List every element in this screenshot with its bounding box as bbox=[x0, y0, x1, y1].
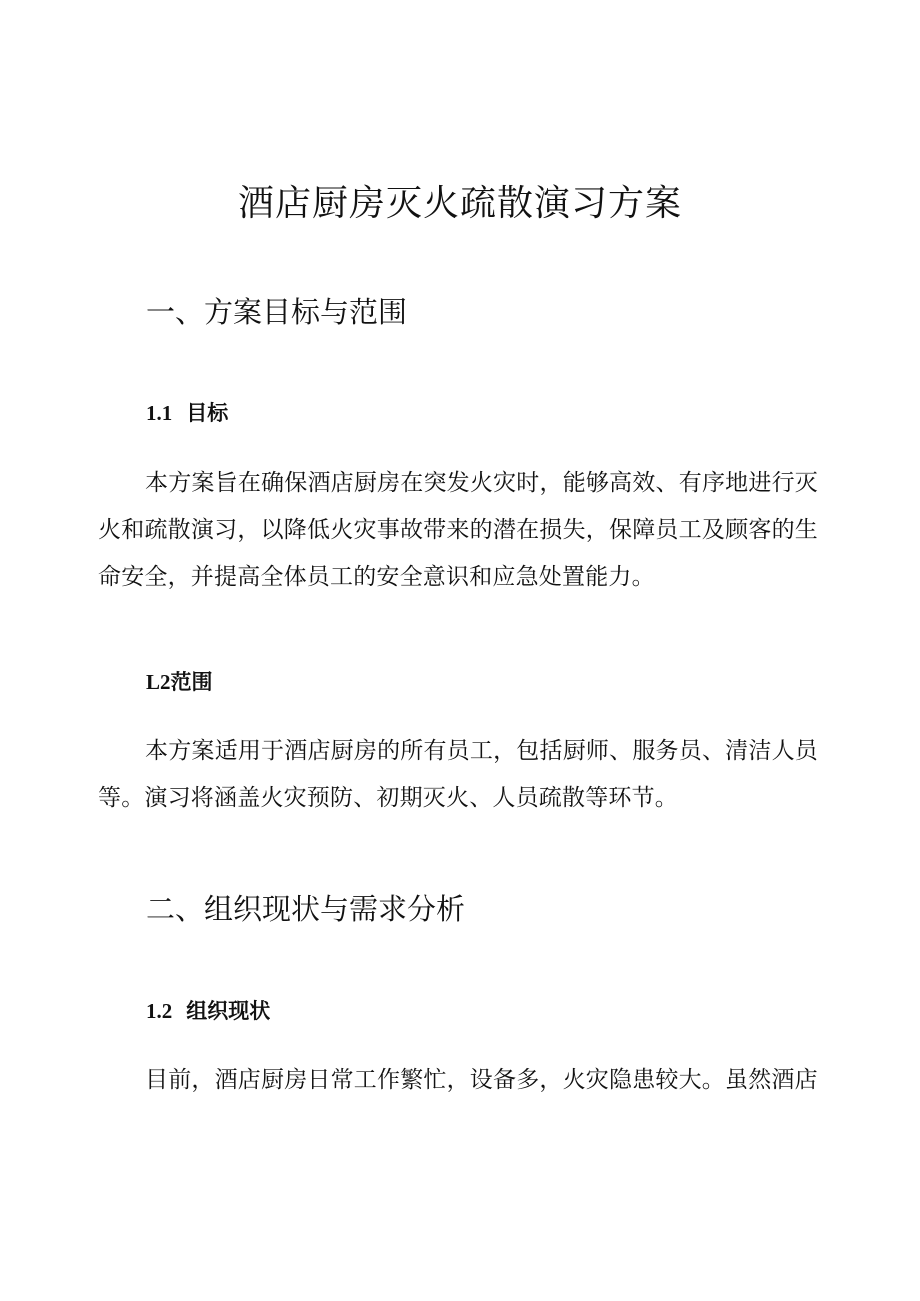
subsection-heading-goal bbox=[146, 398, 228, 428]
subsection-heading-scope bbox=[146, 667, 213, 697]
subsection-label: 目标 bbox=[186, 401, 229, 425]
section-heading-1: 一、方案目标与范围 bbox=[146, 295, 408, 329]
paragraph-goal: 本方案旨在确保酒店厨房在突发火灾时，能够高效、有序地进行灭火和疏散演习，以降低火灾事故带来的潜在损失，保障员工及顾客的生命安全，并提高全体员工的安全意识和应急处置能力。 bbox=[98, 470, 818, 590]
subsection-heading-status bbox=[146, 996, 270, 1026]
paragraph-scope: 本方案适用于酒店厨房的所有员工，包括厨师、服务员、清洁人员等。演习将涵盖火灾预防、初期灭火、人员疏散等环节。 bbox=[98, 738, 818, 811]
section-heading-2: 二、组织现状与需求分析 bbox=[146, 892, 466, 926]
subsection-label: 组织现状 bbox=[186, 999, 271, 1023]
subsection-number: 1.1 bbox=[146, 401, 173, 425]
subsection-number: 1.2 bbox=[146, 999, 173, 1023]
subsection-number: L2 bbox=[146, 670, 171, 694]
paragraph-status: 目前，酒店厨房日常工作繁忙，设备多，火灾隐患较大。虽然酒店 bbox=[145, 1067, 818, 1093]
subsection-label: 范围 bbox=[170, 670, 213, 694]
document-title: 酒店厨房灭火疏散演习方案 bbox=[237, 183, 682, 224]
